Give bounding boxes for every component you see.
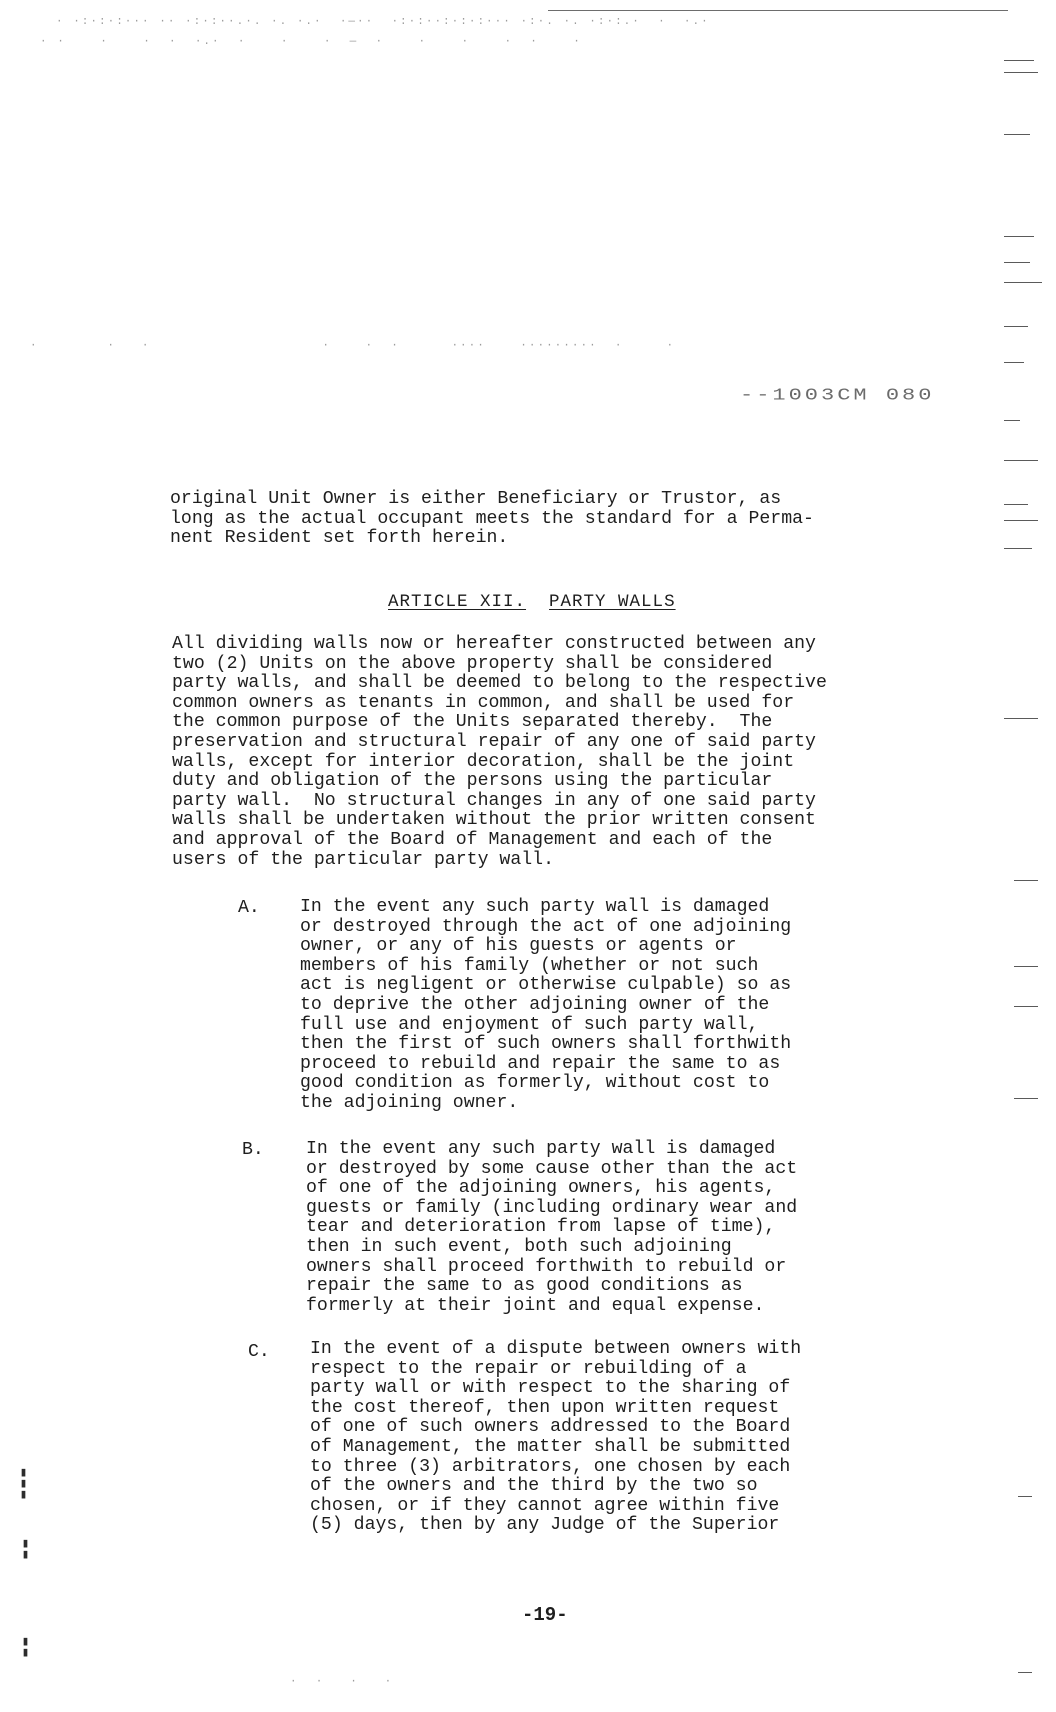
right-margin-mark [1014, 1098, 1038, 1099]
right-margin-mark [1014, 1006, 1038, 1007]
paragraph-label-b: B. [242, 1140, 264, 1160]
mid-scan-noise: · · · · · · ···· ········· · · [30, 340, 676, 352]
right-margin-mark [1014, 880, 1038, 881]
left-margin-stamp: ▮▮▮ [18, 1467, 29, 1500]
right-margin-mark [1004, 718, 1038, 719]
article-title: PARTY WALLS [549, 592, 676, 612]
paragraph-b-text: In the event any such party wall is damaged or destroyed by some cause other than the act of one of the adjoining owners, his agents, guests or family (including ordinary wear and tear and deterioration from lapse of time), then in such event, both such adjoining owners shall proceed forthwith to rebuild or repair the same to as good conditions as formerly at their joint and equal expense. [306, 1139, 798, 1316]
intro-paragraph: All dividing walls now or hereafter constructed between any two (2) Units on the above property shall be considered party walls, and shall be deemed to belong to the respective common owners as tenants in common, and shall be used for the common purpose of the Units separated thereby. The preservation and structural repair of any one of said party walls, except for interior decoration, shall be the joint duty and obligation of the persons using the particular party wall. No structural changes in any of one said party walls shall be undertaken without the prior written consent and approval of the Board of Management and each of the users of the particular party wall. [172, 634, 827, 870]
paragraph-c-text: In the event of a dispute between owners with respect to the repair or rebuilding of a party wall or with respect to the sharing of the cost thereof, then upon written request of one of such owners addressed to the Board of Management, the matter shall be submitted to three (3) arbitrators, one chosen by each of the owners and the third by the two so chosen, or if they cannot agree within five (5) days, then by any Judge of the Superior [310, 1339, 802, 1536]
paragraph-label-a: A. [238, 898, 260, 918]
right-margin-mark [1004, 460, 1038, 461]
right-margin-mark [1004, 504, 1028, 505]
right-margin-mark [1004, 282, 1042, 283]
right-margin-mark [1004, 548, 1032, 549]
left-margin-stamp: ▮▮ [20, 1538, 31, 1560]
right-margin-mark [1004, 520, 1038, 521]
continuation-paragraph: original Unit Owner is either Beneficiary or Trustor, as long as the actual occupant meets the standard for a Perma- nent Resident set forth herein. [170, 489, 814, 549]
left-margin-stamp: ▮▮ [20, 1636, 31, 1658]
right-margin-mark [1004, 72, 1038, 73]
right-margin-mark [1018, 1672, 1032, 1673]
right-margin-mark [1004, 236, 1034, 237]
right-margin-mark [1004, 420, 1020, 421]
right-margin-mark [1004, 60, 1034, 61]
top-scan-noise-2: · · · · · ·.· · · · — · · · · · · [40, 36, 582, 48]
right-margin-mark [1004, 134, 1030, 135]
paragraph-a-text: In the event any such party wall is damaged or destroyed through the act of one adjoining owner, or any of his guests or agents or members of his family (whether or not such act is negligent or otherwise culpable) so as to deprive the other adjoining owner of the full use and enjoyment of such party wall, then the first of such owners shall forthwith proceed to rebuild and repair the same to as good condition as formerly, without cost to the adjoining owner. [300, 897, 792, 1113]
right-margin-mark [1004, 262, 1030, 263]
recording-number: --1003CM 080 [740, 386, 935, 405]
article-heading [388, 592, 676, 612]
right-margin-mark [1004, 362, 1024, 363]
right-margin-mark [1018, 1496, 1032, 1497]
bottom-scan-noise: · · · · [290, 1676, 394, 1688]
right-margin-mark [1014, 966, 1038, 967]
article-number: ARTICLE XII. [388, 592, 527, 612]
paragraph-label-c: C. [248, 1342, 270, 1362]
top-scan-rule [548, 10, 1008, 11]
top-scan-noise: · ·:·:·:··· ·· ·:·:··.·. ·. ·.· ·—·· ·:·:··:·:·:··· ·:·. ·. ·:·:.· · ·.· [56, 16, 710, 28]
right-margin-mark [1004, 326, 1028, 327]
page-number: -19- [522, 1604, 568, 1626]
